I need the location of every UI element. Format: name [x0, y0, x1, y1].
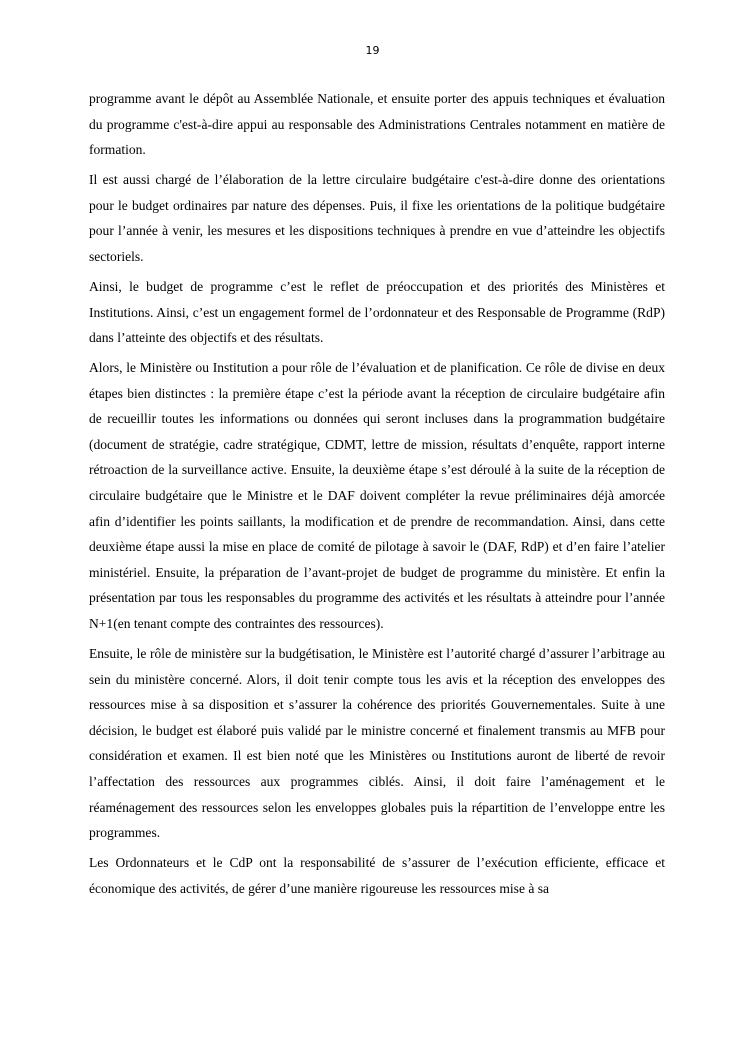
paragraph-2: Il est aussi chargé de l’élaboration de la lettre circulaire budgétaire c'est-à-dire donne des orientations pour le budget ordinaires par nature des dépenses. Puis, il fixe les orientations de la politique budgétaire pour l’année à venir, les mesures et les dispositions techniques à prendre en vue d’atteindre les objectifs sectoriels.: [89, 172, 665, 264]
paragraph-1: programme avant le dépôt au Assemblée Nationale, et ensuite porter des appuis techniques et évaluation du programme c'est-à-dire appui au responsable des Administrations Centrales notamment en matière de formation.: [89, 91, 665, 158]
page-number: 19: [365, 44, 380, 57]
body-text: [89, 86, 665, 906]
paragraph-5: Ensuite, le rôle de ministère sur la budgétisation, le Ministère est l’autorité chargé d’assurer l’arbitrage au sein du ministère concerné. Alors, il doit tenir compte tous les avis et la réception des enveloppes des ressources mise à sa disposition et s’assurer la cohérence des priorités Gouvernementales. Suite à une décision, le budget est élaboré puis validé par le ministre concerné et finalement transmis au MFB pour considération et examen. Il est bien noté que les Ministères ou Institutions auront de liberté de revoir l’affectation des ressources aux programmes ciblés. Ainsi, il doit faire l’aménagement et le réaménagement des ressources selon les enveloppes globales puis la répartition de l’enveloppe entre les programmes.: [89, 646, 665, 841]
paragraph-3: Ainsi, le budget de programme c’est le reflet de préoccupation et des priorités des Ministères et Institutions. Ainsi, c’est un engagement formel de l’ordonnateur et des Responsable de Programme (RdP) dans l’atteinte des objectifs et des résultats.: [89, 278, 665, 346]
paragraph-4: Alors, le Ministère ou Institution a pour rôle de l’évaluation et de planification. Ce rôle de divise en deux étapes bien distinctes : la première étape c’est la période avant la réception de circulaire budgétaire afin de recueillir toutes les informations ou données qui seront incluses dans la programmation budgétaire (document de stratégie, cadre stratégique, CDMT, lettre de mission, résultats d’enquête, rapport interne rétroaction de la surveillance active. Ensuite, la deuxième étape s’est déroulé à la suite de la réception de circulaire budgétaire que le Ministre et le DAF doivent compléter la revue préliminaires déjà amorcée afin d’identifier les points saillants, la modification et de prendre de recommandation. Ainsi, dans cette deuxième étape aussi la mise en place de comité de pilotage à savoir le (DAF, RdP) et d’en faire l’atelier ministériel. Ensuite, la préparation de l’avant-projet de budget de programme du ministère. Et enfin la présentation par tous les responsables du programme des activités et les résultats à atteindre pour l’année N+1(en tenant compte des contraintes des ressources).: [89, 360, 665, 632]
paragraph-6: Les Ordonnateurs et le CdP ont la responsabilité de s’assurer de l’exécution efficiente, efficace et économique des activités, de gérer d’une manière rigoureuse les ressources mise à sa: [89, 855, 665, 896]
